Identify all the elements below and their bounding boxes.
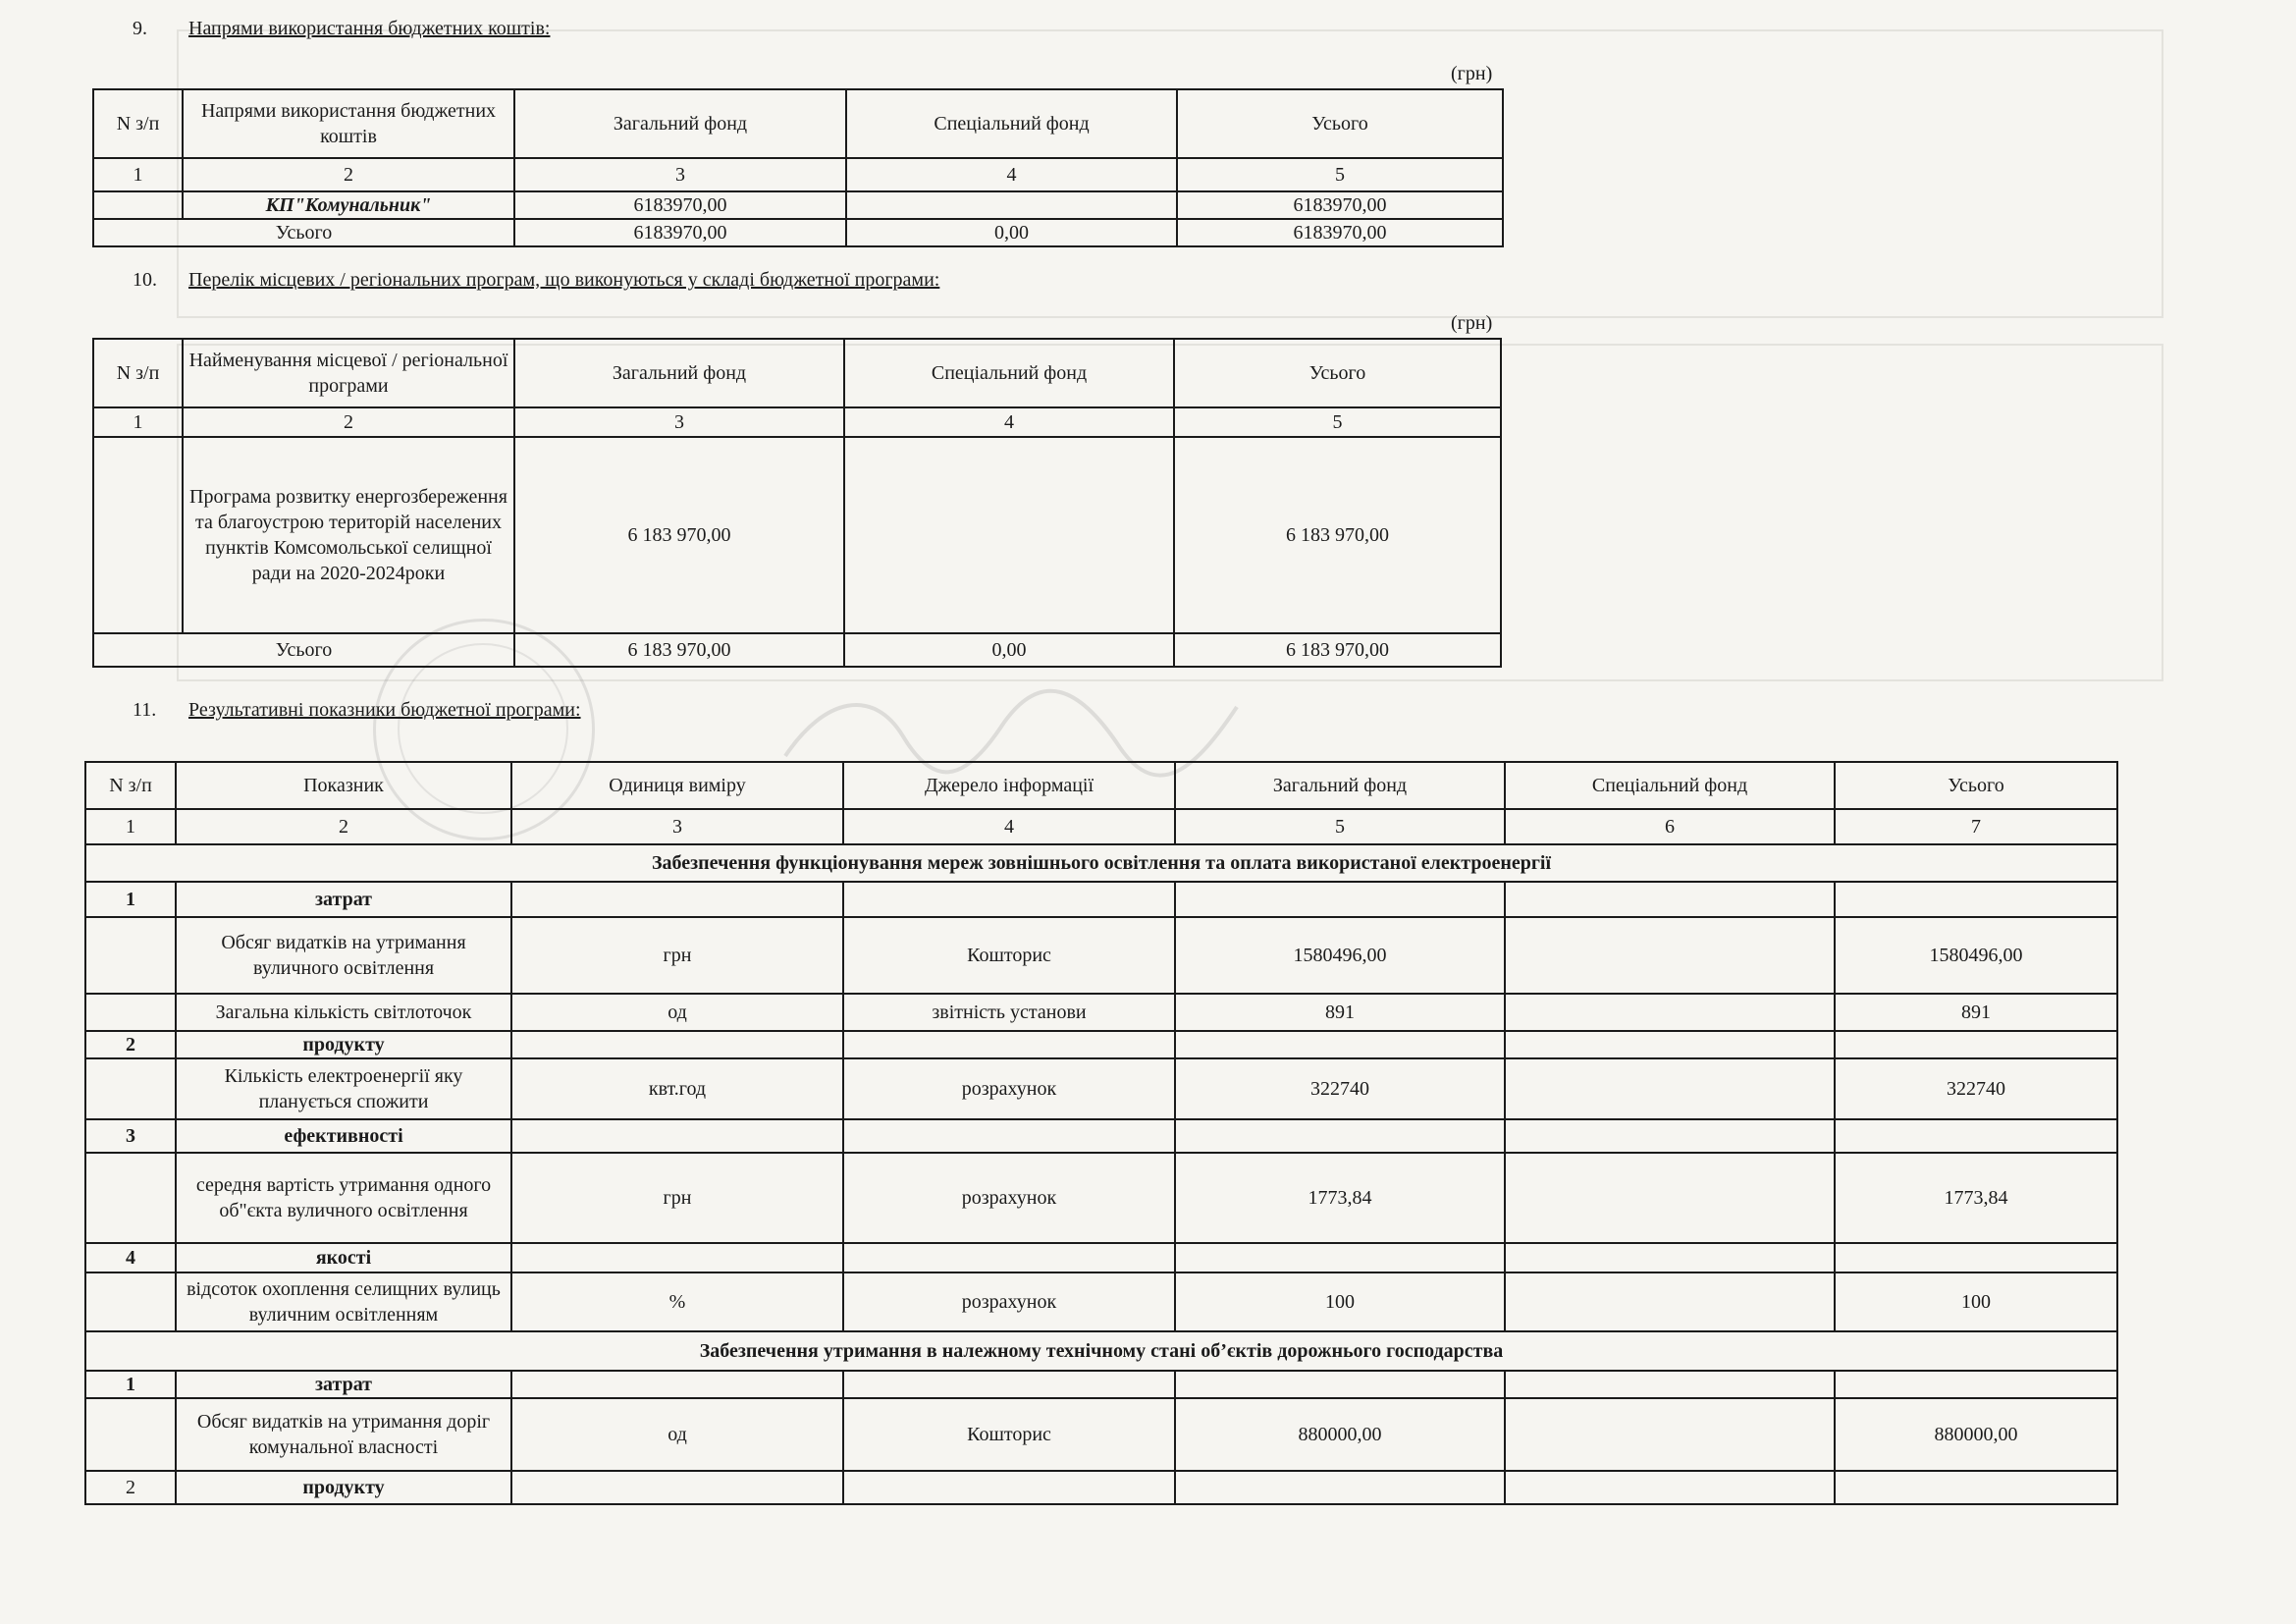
col-number: 3 bbox=[514, 407, 844, 437]
special-fund-value bbox=[844, 437, 1174, 633]
general-fund-value: 6183970,00 bbox=[514, 191, 846, 219]
group-name: ефективності bbox=[176, 1119, 511, 1153]
total-value: 100 bbox=[1835, 1272, 2117, 1331]
header-cell: N з/п bbox=[93, 339, 183, 407]
special-fund-value bbox=[1505, 1153, 1835, 1243]
group-number: 1 bbox=[85, 882, 176, 917]
task-title: Забезпечення утримання в належному технічному стані об’єктів дорожнього господарства bbox=[85, 1331, 2117, 1371]
group-row bbox=[85, 1031, 2117, 1058]
general-fund-value: 1580496,00 bbox=[1175, 917, 1505, 994]
col-number: 5 bbox=[1175, 809, 1505, 844]
table-row bbox=[93, 191, 1503, 219]
special-fund-total: 0,00 bbox=[846, 219, 1177, 246]
unit-label: (грн) bbox=[1451, 63, 1493, 84]
header-cell: N з/п bbox=[93, 89, 183, 158]
indicator-source: розрахунок bbox=[843, 1153, 1175, 1243]
group-row bbox=[85, 1471, 2117, 1504]
col-number: 3 bbox=[511, 809, 843, 844]
general-fund-total: 6183970,00 bbox=[514, 219, 846, 246]
total-row bbox=[93, 633, 1501, 667]
total-value: 322740 bbox=[1835, 1058, 2117, 1119]
section-heading: Перелік місцевих / регіональних програм, що виконуються у складі бюджетної програми: bbox=[188, 269, 940, 291]
total-value: 1773,84 bbox=[1835, 1153, 2117, 1243]
total-value: 891 bbox=[1835, 994, 2117, 1031]
indicator-unit: од bbox=[511, 1398, 843, 1471]
indicator-name: Обсяг видатків на утримання доріг комунальної власності bbox=[176, 1398, 511, 1471]
section-number: 10. bbox=[133, 269, 157, 291]
header-cell: Напрями використання бюджетних коштів bbox=[183, 89, 514, 158]
col-number: 4 bbox=[843, 809, 1175, 844]
header-cell: Показник bbox=[176, 762, 511, 809]
indicator-source: Кошторис bbox=[843, 1398, 1175, 1471]
indicator-row bbox=[85, 917, 2117, 994]
task-title-row bbox=[85, 1331, 2117, 1371]
special-fund-value bbox=[1505, 1272, 1835, 1331]
section-heading: Напрями використання бюджетних коштів: bbox=[188, 18, 551, 39]
indicator-name: Кількість електроенергії яку планується спожити bbox=[176, 1058, 511, 1119]
special-fund-value bbox=[846, 191, 1177, 219]
column-number-row bbox=[85, 809, 2117, 844]
col-number: 3 bbox=[514, 158, 846, 191]
total-value: 6 183 970,00 bbox=[1174, 437, 1501, 633]
indicator-name: відсоток охоплення селищних вулиць вуличним освітленням bbox=[176, 1272, 511, 1331]
direction-name: КП"Комунальник" bbox=[183, 191, 514, 219]
group-name: продукту bbox=[176, 1471, 511, 1504]
total-label: Усього bbox=[93, 633, 514, 667]
header-cell: Усього bbox=[1174, 339, 1501, 407]
indicator-unit: од bbox=[511, 994, 843, 1031]
header-cell: Загальний фонд bbox=[1175, 762, 1505, 809]
group-number: 4 bbox=[85, 1243, 176, 1272]
total-row bbox=[93, 219, 1503, 246]
general-fund-value: 880000,00 bbox=[1175, 1398, 1505, 1471]
performance-indicators-table bbox=[84, 761, 2118, 1505]
col-number: 1 bbox=[85, 809, 176, 844]
task-title-row bbox=[85, 844, 2117, 882]
col-number: 5 bbox=[1174, 407, 1501, 437]
indicator-unit: % bbox=[511, 1272, 843, 1331]
budget-directions-table bbox=[92, 88, 1504, 247]
total-value: 6183970,00 bbox=[1177, 191, 1503, 219]
col-number: 2 bbox=[176, 809, 511, 844]
group-row bbox=[85, 1371, 2117, 1398]
group-row bbox=[85, 1243, 2117, 1272]
indicator-source: Кошторис bbox=[843, 917, 1175, 994]
section-heading: Результативні показники бюджетної програми: bbox=[188, 699, 581, 721]
indicator-row bbox=[85, 1272, 2117, 1331]
group-number: 1 bbox=[85, 1371, 176, 1398]
header-cell: Загальний фонд bbox=[514, 339, 844, 407]
group-row bbox=[85, 1119, 2117, 1153]
header-cell: Спеціальний фонд bbox=[844, 339, 1174, 407]
col-number: 1 bbox=[93, 158, 183, 191]
general-fund-value: 891 bbox=[1175, 994, 1505, 1031]
col-number: 4 bbox=[844, 407, 1174, 437]
grand-total: 6 183 970,00 bbox=[1174, 633, 1501, 667]
general-fund-total: 6 183 970,00 bbox=[514, 633, 844, 667]
header-cell: Джерело інформації bbox=[843, 762, 1175, 809]
indicator-source: розрахунок bbox=[843, 1058, 1175, 1119]
general-fund-value: 100 bbox=[1175, 1272, 1505, 1331]
section-number: 9. bbox=[133, 18, 147, 39]
header-cell: Спеціальний фонд bbox=[1505, 762, 1835, 809]
special-fund-total: 0,00 bbox=[844, 633, 1174, 667]
group-row bbox=[85, 882, 2117, 917]
header-cell: Усього bbox=[1177, 89, 1503, 158]
col-number: 1 bbox=[93, 407, 183, 437]
section-number: 11. bbox=[133, 699, 157, 721]
header-cell: Одиниця виміру bbox=[511, 762, 843, 809]
header-cell: N з/п bbox=[85, 762, 176, 809]
indicator-row bbox=[85, 1058, 2117, 1119]
grand-total: 6183970,00 bbox=[1177, 219, 1503, 246]
column-number-row bbox=[93, 158, 1503, 191]
group-name: якості bbox=[176, 1243, 511, 1272]
general-fund-value: 1773,84 bbox=[1175, 1153, 1505, 1243]
task-title: Забезпечення функціонування мереж зовнішнього освітлення та оплата використаної електроенергії bbox=[85, 844, 2117, 882]
header-cell: Загальний фонд bbox=[514, 89, 846, 158]
header-cell: Спеціальний фонд bbox=[846, 89, 1177, 158]
special-fund-value bbox=[1505, 994, 1835, 1031]
table-row bbox=[93, 437, 1501, 633]
general-fund-value: 6 183 970,00 bbox=[514, 437, 844, 633]
group-name: продукту bbox=[176, 1031, 511, 1058]
indicator-row bbox=[85, 1153, 2117, 1243]
indicator-name: Обсяг видатків на утримання вуличного освітлення bbox=[176, 917, 511, 994]
special-fund-value bbox=[1505, 1058, 1835, 1119]
table-header-row bbox=[93, 89, 1503, 158]
col-number: 5 bbox=[1177, 158, 1503, 191]
header-cell: Найменування місцевої / регіональної програми bbox=[183, 339, 514, 407]
table-header-row bbox=[85, 762, 2117, 809]
indicator-source: звітність установи bbox=[843, 994, 1175, 1031]
col-number: 6 bbox=[1505, 809, 1835, 844]
table-header-row bbox=[93, 339, 1501, 407]
col-number: 4 bbox=[846, 158, 1177, 191]
unit-label: (грн) bbox=[1451, 312, 1493, 334]
indicator-name: Загальна кількість світлоточок bbox=[176, 994, 511, 1031]
col-number: 7 bbox=[1835, 809, 2117, 844]
col-number: 2 bbox=[183, 158, 514, 191]
group-name: затрат bbox=[176, 1371, 511, 1398]
group-name: затрат bbox=[176, 882, 511, 917]
header-cell: Усього bbox=[1835, 762, 2117, 809]
group-number: 2 bbox=[85, 1471, 176, 1504]
special-fund-value bbox=[1505, 1398, 1835, 1471]
program-name: Програма розвитку енергозбереження та благоустрою територій населених пунктів Комсомольської селищної ради на 2020-2024роки bbox=[183, 437, 514, 633]
group-number: 3 bbox=[85, 1119, 176, 1153]
column-number-row bbox=[93, 407, 1501, 437]
indicator-source: розрахунок bbox=[843, 1272, 1175, 1331]
indicator-unit: грн bbox=[511, 1153, 843, 1243]
general-fund-value: 322740 bbox=[1175, 1058, 1505, 1119]
indicator-unit: квт.год bbox=[511, 1058, 843, 1119]
col-number: 2 bbox=[183, 407, 514, 437]
indicator-row bbox=[85, 994, 2117, 1031]
total-value: 1580496,00 bbox=[1835, 917, 2117, 994]
total-value: 880000,00 bbox=[1835, 1398, 2117, 1471]
total-label: Усього bbox=[93, 219, 514, 246]
indicator-row bbox=[85, 1398, 2117, 1471]
indicator-unit: грн bbox=[511, 917, 843, 994]
indicator-name: середня вартість утримання одного об"єкта вуличного освітлення bbox=[176, 1153, 511, 1243]
special-fund-value bbox=[1505, 917, 1835, 994]
group-number: 2 bbox=[85, 1031, 176, 1058]
local-programs-table bbox=[92, 338, 1502, 668]
